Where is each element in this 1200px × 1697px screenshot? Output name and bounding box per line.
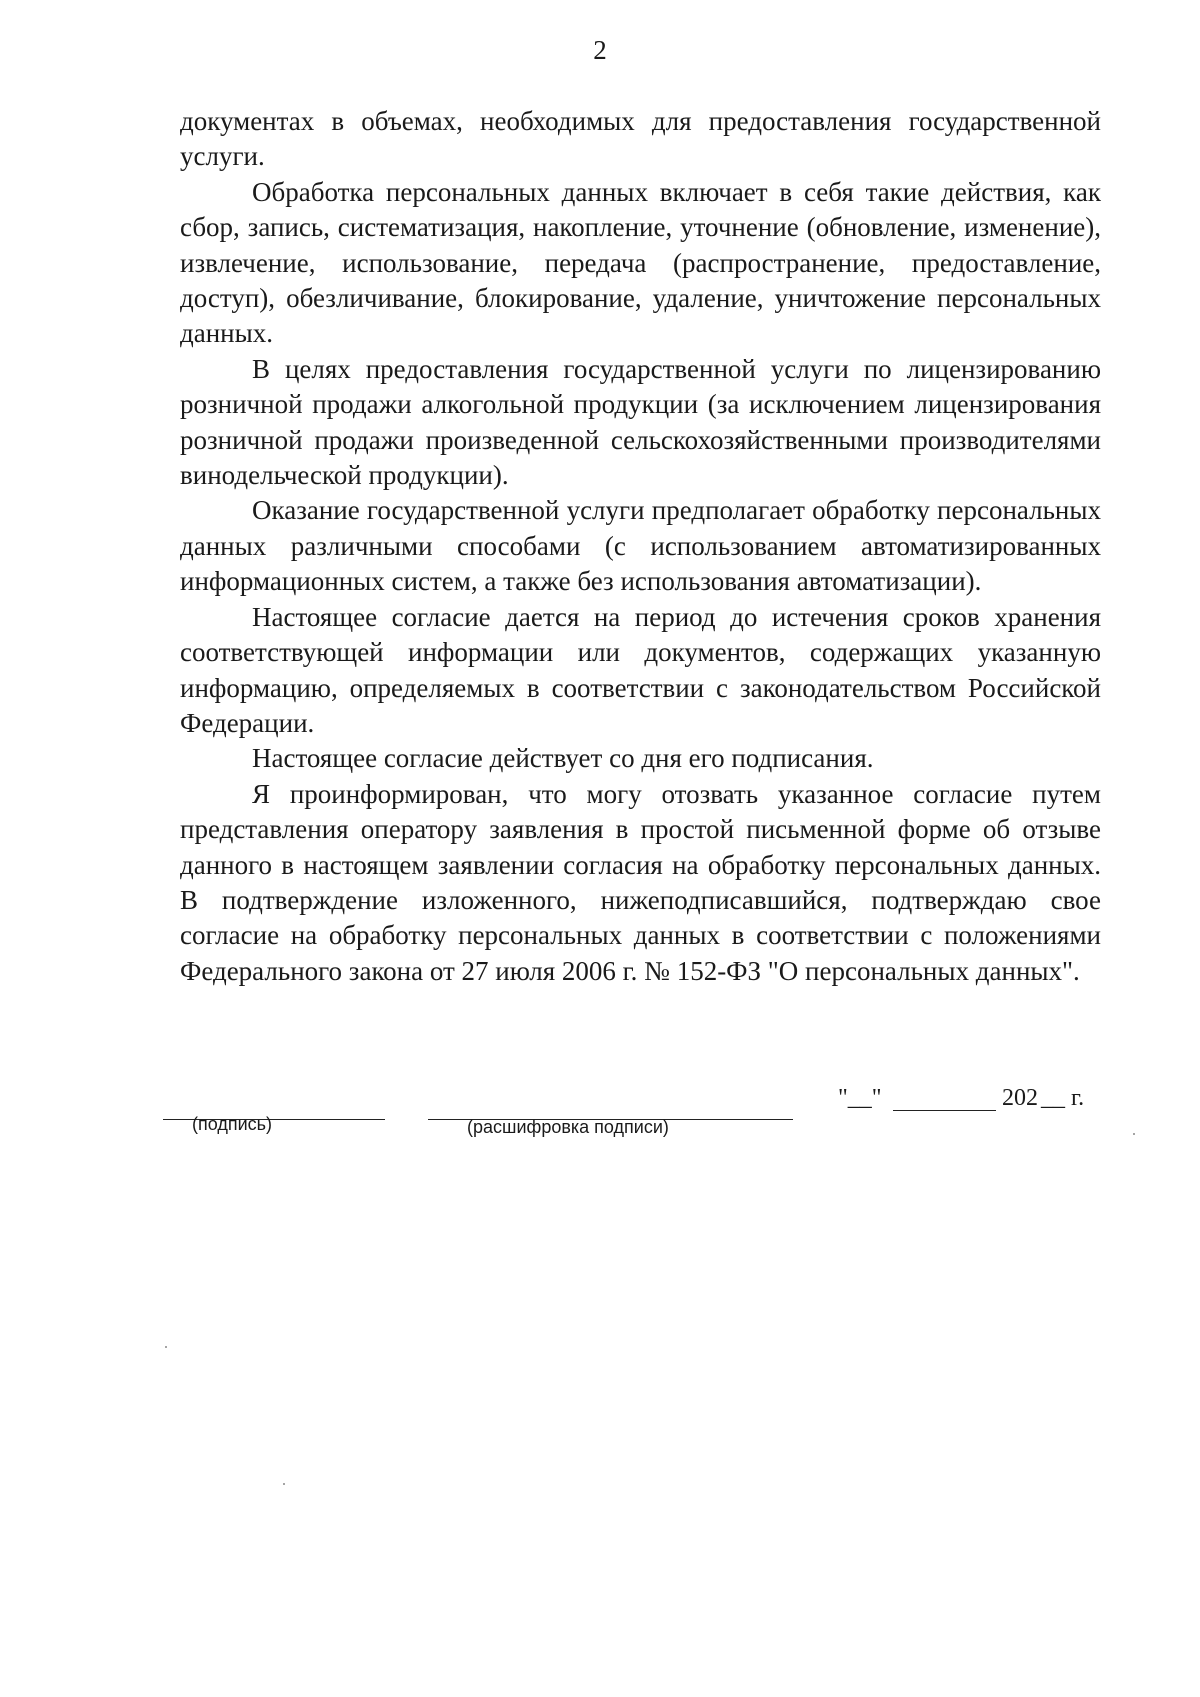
scan-speck bbox=[283, 1483, 285, 1485]
date-year-prefix: 202 bbox=[1002, 1085, 1038, 1111]
paragraph-purpose: В целях предоставления государственной услуги по лицензированию розничной продажи алкогольной продукции (за исключением лицензирования розничной продажи произведенной сельскохозяйственными производителями винодельческой продукции). bbox=[180, 353, 1101, 491]
paragraph-continuation: документах в объемах, необходимых для предоставления государственной услуги. bbox=[180, 106, 1101, 172]
signature-decoding-caption: (расшифровка подписи) bbox=[467, 1117, 669, 1137]
document-body bbox=[180, 104, 1101, 989]
scan-speck bbox=[1133, 1133, 1135, 1135]
scan-speck bbox=[165, 1346, 167, 1348]
paragraph-consent-period: Настоящее согласие дается на период до истечения сроков хранения соответствующей информации или документов, содержащих указанную информацию, определяемых в соответствии с законодательством Российской Федерации. bbox=[180, 601, 1101, 738]
date-year-suffix: __ г. bbox=[1041, 1085, 1085, 1111]
paragraph-consent-validity: Настоящее согласие действует со дня его подписания. bbox=[252, 743, 874, 774]
paragraph-processing-actions: Обработка персональных данных включает в себя такие действия, как сбор, запись, систематизация, накопление, уточнение (обновление, изменение), извлечение, использование, передача (распространение, предоставление, доступ), обезличивание, блокирование, удаление, уничтожение персональных данных. bbox=[180, 176, 1101, 349]
date-month-line bbox=[893, 1110, 996, 1111]
signature-caption: (подпись) bbox=[192, 1114, 273, 1134]
date-day-quotes: "__" bbox=[838, 1085, 882, 1111]
page-number: 2 bbox=[593, 35, 607, 65]
paragraph-revocation: Я проинформирован, что могу отозвать указанное согласие путем представления оператору заявления в простой письменной форме об отзыве данного в настоящем заявлении согласия на обработку персональных данных. В подтверждение изложенного, нижеподписавшийся, подтверждаю свое согласие на обработку персональных данных в соответствии с положениями Федерального закона от 27 июля 2006 г. № 152-ФЗ "О персональных данных". bbox=[180, 778, 1101, 986]
paragraph-processing-methods: Оказание государственной услуги предполагает обработку персональных данных различными способами (с использованием автоматизированных информационных систем, а также без использования автоматизации). bbox=[180, 495, 1101, 597]
